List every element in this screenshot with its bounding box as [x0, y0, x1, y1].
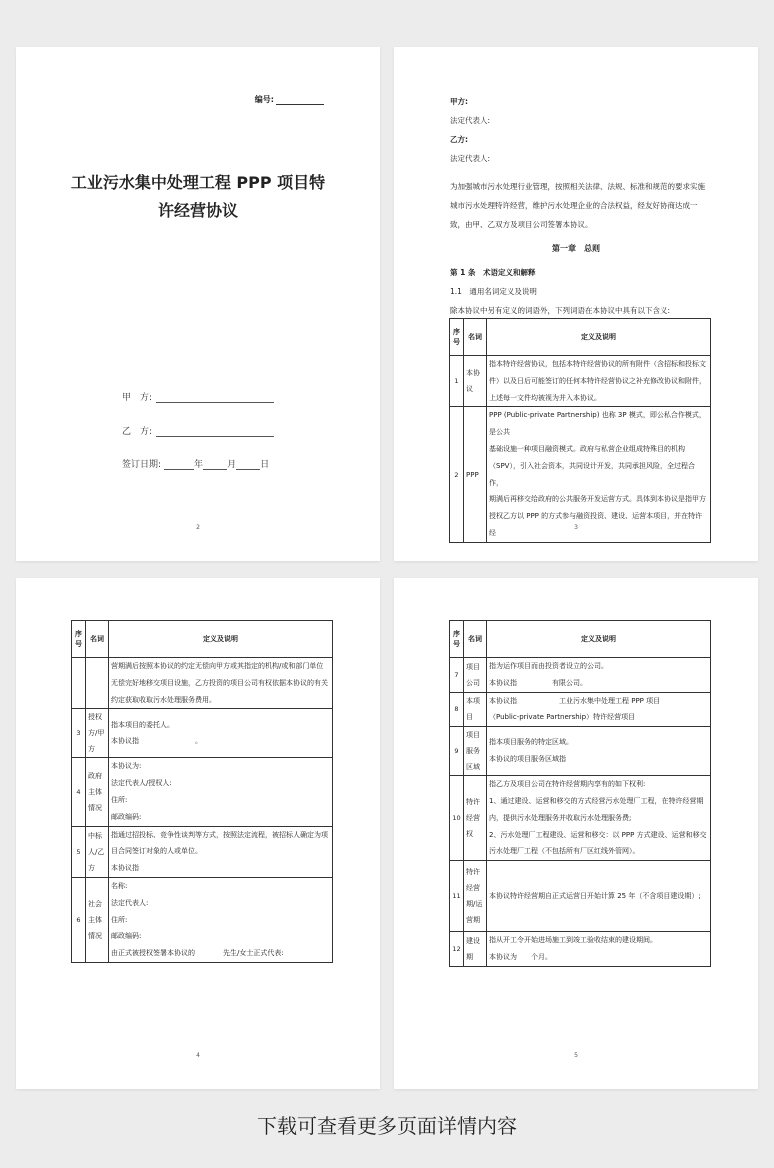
- table-row: [72, 658, 333, 709]
- title-line-2: 许经营协议: [157, 201, 238, 220]
- definition-line: 本协议指 。: [111, 737, 202, 746]
- article-block: [450, 263, 720, 320]
- definition-line: 由正式被授权签署本协议的 先生/女士正式代表:: [111, 949, 284, 958]
- definitions-table: [449, 620, 711, 967]
- row-number: 5: [72, 826, 86, 877]
- row-term: 特许经营期/运营期: [464, 861, 487, 932]
- definition-line: 指本特许经营协议，包括本特许经营协议的所有附件（含招标和投标文: [489, 360, 706, 368]
- header-no: 序号: [450, 621, 464, 658]
- definition-line: 上述每一文件均被视为并入本协议。: [489, 393, 601, 402]
- clause-heading: 1.1 通用名词定义及说明: [450, 287, 537, 296]
- table-row: [450, 932, 711, 967]
- row-number: 2: [450, 407, 464, 542]
- day-label: 日: [260, 460, 270, 470]
- sign-date-field: [122, 457, 269, 470]
- row-definition: [109, 658, 333, 709]
- definition-line: 无偿完好地移交项目设施，乙方投资的项目公司有权依据本协议的有关: [111, 678, 328, 687]
- party-a-underline: [156, 393, 274, 403]
- row-term: [86, 658, 109, 709]
- definition-line: 指通过招投标、竞争性谈判等方式，按照法定流程，被招标人确定为项: [111, 830, 328, 839]
- definition-line: 本协议为:: [111, 762, 142, 771]
- page-definitions-continued: [16, 578, 380, 1089]
- row-definition: [109, 709, 333, 758]
- party-b-underline: [156, 427, 274, 437]
- definition-line: 本协议指: [111, 864, 139, 873]
- row-number: 8: [450, 692, 464, 727]
- definition-line: PPP (Public-private Partnership) 也称 3P 模式，即公私合作模式，是公共: [489, 411, 706, 437]
- row-number: 11: [450, 861, 464, 932]
- title-line-1: 工业污水集中处理工程 PPP 项目特: [70, 173, 326, 192]
- row-definition: [109, 758, 333, 826]
- row-definition: [487, 932, 711, 967]
- table-row: [450, 727, 711, 776]
- day-underline: [236, 460, 260, 470]
- definitions-table: [71, 620, 333, 963]
- definition-line: 内，提供污水处理服务并收取污水处理服务费;: [489, 813, 632, 822]
- definition-line: 指乙方及项目公司在特许经营期内享有的如下权利:: [489, 780, 646, 789]
- month-underline: [203, 460, 227, 470]
- header-no: 序号: [450, 319, 464, 356]
- month-label: 月: [227, 460, 237, 470]
- definition-line: 件）以及日后可能签订的任何本特许经营协议之补充修改协议和附件，: [489, 376, 706, 385]
- row-definition: [109, 877, 333, 962]
- definition-line: 营期满后按照本协议的约定无偿向甲方或其指定的机构/或和部门单位: [111, 662, 324, 670]
- definition-line: 约定获取收取污水处理服务费用。: [111, 695, 216, 704]
- table-row: [72, 709, 333, 758]
- header-definition: 定义及说明: [109, 621, 333, 658]
- row-definition: [487, 692, 711, 727]
- definition-line: 本协议的项目服务区域指: [489, 755, 615, 764]
- party-a-representative: 法定代表人:: [450, 116, 491, 125]
- row-term: PPP: [464, 407, 487, 542]
- table-header-row: [72, 621, 333, 658]
- definition-line: 1、通过建设、运营和移交的方式经营污水处理厂工程，在特许经营期: [489, 796, 704, 805]
- definition-line: 本协议指 有限公司。: [489, 678, 587, 687]
- page-number: 4: [196, 1052, 200, 1059]
- row-definition: [487, 861, 711, 932]
- table-row: [450, 692, 711, 727]
- year-underline: [164, 460, 194, 470]
- party-a-field: [122, 390, 274, 403]
- definition-line: 污水处理厂工程（不包括所有厂区红线外管网）。: [489, 847, 640, 856]
- party-a-label: 甲 方:: [122, 393, 153, 403]
- table-row: [72, 758, 333, 826]
- definition-line: （Public-private Partnership）特许经营项目: [489, 713, 636, 722]
- header-term: 名词: [464, 319, 487, 356]
- document-title: [56, 169, 340, 225]
- definition-line: 邮政编码:: [111, 932, 142, 941]
- table-row: [450, 776, 711, 861]
- definition-line: 法定代表人/授权人:: [111, 779, 172, 788]
- party-b-representative: 法定代表人:: [450, 154, 491, 163]
- row-term: 建设期: [464, 932, 487, 967]
- row-number: 1: [450, 356, 464, 407]
- sign-date-label: 签订日期:: [122, 460, 162, 470]
- definition-line: 指从开工令开始进场施工到竣工验收结束的建设期间。: [489, 936, 657, 945]
- download-more-caption: 下载可查看更多页面详情内容: [257, 1114, 517, 1138]
- table-header-row: [450, 621, 711, 658]
- party-b-heading: 乙方:: [450, 135, 468, 144]
- preamble-line: 城市污水处理特许经营，维护污水处理企业的合法权益，经友好协商达成一: [450, 201, 698, 210]
- serial-label: 编号:: [254, 95, 274, 104]
- header-no: 序号: [72, 621, 86, 658]
- table-row: [450, 861, 711, 932]
- definition-line: 法定代表人:: [111, 898, 149, 907]
- row-number: 4: [72, 758, 86, 826]
- row-term: 授权方/甲方: [86, 709, 109, 758]
- row-definition: [487, 356, 711, 407]
- definitions-table: [449, 318, 711, 543]
- row-number: 7: [450, 658, 464, 693]
- definition-line: 本协议特许经营期自正式运营日开始计算 25 年（不含项目建设期）;: [489, 891, 701, 900]
- party-b-label: 乙 方:: [122, 427, 153, 437]
- row-definition: [487, 658, 711, 693]
- table-row: [450, 658, 711, 693]
- header-term: 名词: [464, 621, 487, 658]
- year-label: 年: [194, 460, 204, 470]
- chapter-heading: 第一章 总则: [552, 244, 600, 253]
- definition-line: 住所:: [111, 795, 128, 804]
- row-definition: [487, 727, 711, 776]
- definition-line: 指本项目服务的特定区域。: [489, 738, 573, 747]
- row-term: 政府主体情况: [86, 758, 109, 826]
- row-term: 本项目: [464, 692, 487, 727]
- row-number: 10: [450, 776, 464, 861]
- row-term: 特许经营权: [464, 776, 487, 861]
- party-a-heading: 甲方:: [450, 97, 468, 106]
- definition-line: 住所:: [111, 915, 128, 924]
- row-definition: [487, 776, 711, 861]
- row-number: 12: [450, 932, 464, 967]
- row-number: 6: [72, 877, 86, 962]
- table-row: [450, 407, 711, 542]
- definition-line: 本协议指 工业污水集中处理工程 PPP 项目: [489, 696, 661, 705]
- serial-number-field: [255, 94, 324, 105]
- definition-line: 指本项目的委托人。: [111, 720, 174, 729]
- row-number: 9: [450, 727, 464, 776]
- row-term: 中标人/乙方: [86, 826, 109, 877]
- row-term: 社会主体情况: [86, 877, 109, 962]
- definition-line: （SPV），引入社会资本，共同设计开发，共同承担风险，全过程合作，: [489, 461, 695, 487]
- definition-line: 基础设施一种项目融资模式。政府与私营企业组成特殊目的机构: [489, 444, 685, 453]
- page-definitions-continued-2: [394, 578, 758, 1089]
- row-term: 项目公司: [464, 658, 487, 693]
- definition-line: 本协议为 个月。: [489, 952, 552, 961]
- page-number: 3: [574, 524, 578, 531]
- definition-line: 2、污水处理厂工程建设、运营和移交：以 PPP 方式建设、运营和移交: [489, 830, 707, 839]
- definition-line: 指为运作项目而由投资者设立的公司。: [489, 662, 608, 670]
- preamble-line: 致，由甲、乙双方及项目公司签署本协议。: [450, 220, 593, 229]
- table-row: [450, 356, 711, 407]
- table-row: [72, 877, 333, 962]
- row-definition: [487, 407, 711, 542]
- page-cover: [16, 47, 380, 561]
- definitions-intro: 除本协议中另有定义的词语外，下列词语在本协议中具有以下含义:: [450, 306, 671, 315]
- parties-block: [450, 92, 720, 168]
- row-term: 本协议: [464, 356, 487, 407]
- header-term: 名词: [86, 621, 109, 658]
- row-number: 3: [72, 709, 86, 758]
- definition-line: 期满后再移交给政府的公共服务开发运营方式。具体到本协议是指甲方: [489, 495, 706, 504]
- table-header-row: [450, 319, 711, 356]
- page-chapter-one: [394, 47, 758, 561]
- row-term: 项目服务区域: [464, 727, 487, 776]
- row-number: [72, 658, 86, 709]
- definition-line: 授权乙方以 PPP 的方式参与融资投资、建设、运营本项目，并在特许经: [489, 512, 703, 537]
- preamble-line: 为加强城市污水处理行业管理，按照相关法律、法规、标准和规范的要求实施: [450, 182, 705, 191]
- definition-line: 邮政编码:: [111, 812, 142, 821]
- row-definition: [109, 826, 333, 877]
- table-row: [72, 826, 333, 877]
- page-number: 5: [574, 1052, 578, 1059]
- preamble: [450, 177, 720, 234]
- header-definition: 定义及说明: [487, 319, 711, 356]
- definition-line: 名称:: [111, 881, 128, 890]
- article-heading: 第 1 条 术语定义和解释: [450, 268, 536, 277]
- party-b-field: [122, 424, 274, 437]
- header-definition: 定义及说明: [487, 621, 711, 658]
- page-number: 2: [196, 524, 200, 531]
- definition-line: 目合同签订对象的人或单位。: [111, 847, 202, 856]
- serial-underline: [276, 96, 324, 105]
